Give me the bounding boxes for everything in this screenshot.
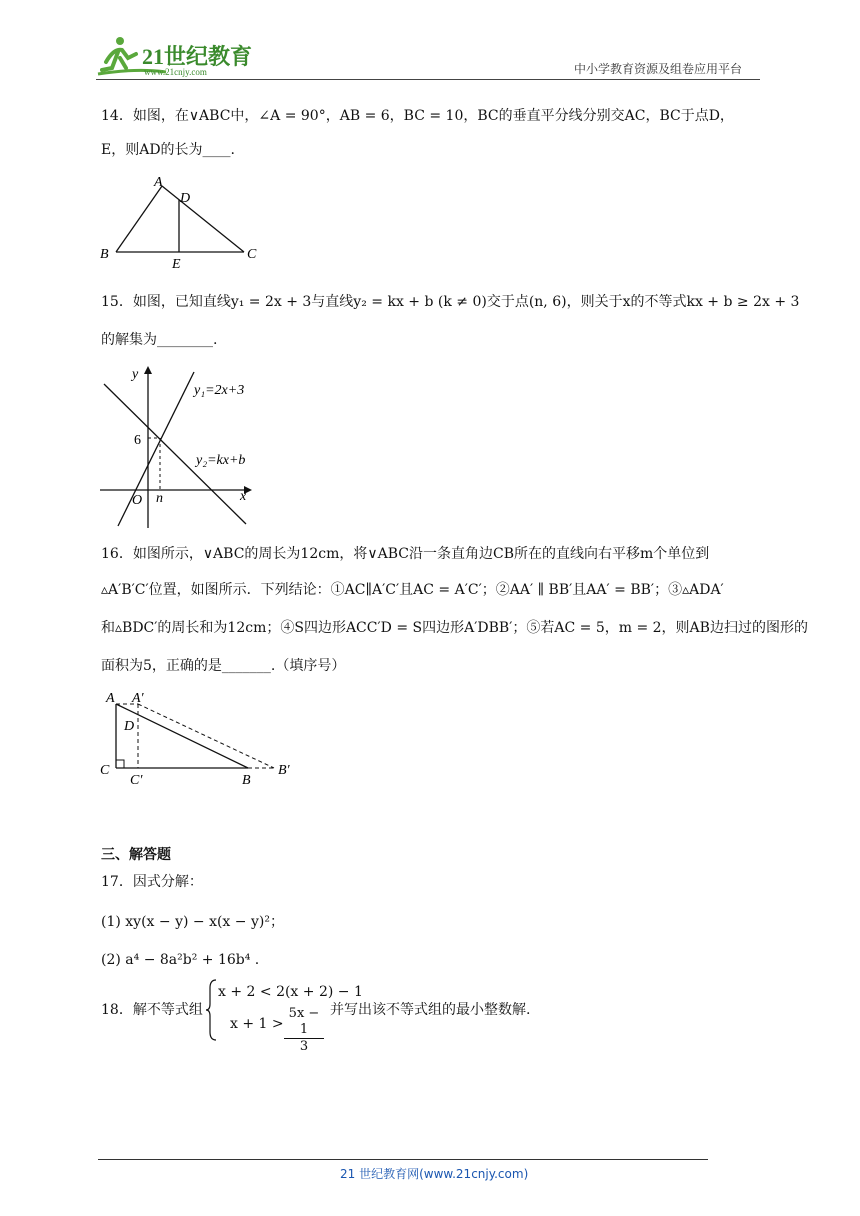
q16-label-B: B [242, 773, 251, 788]
q18-fraction [284, 1006, 324, 1055]
q14-label-C: C [247, 247, 257, 262]
q16-line2: ▵A′B′C′位置，如图所示．下列结论：①AC∥A′C′且AC = A′C′；②AA′ ∥ BB′且AA′ = BB′；③▵ADA′ [101, 582, 724, 598]
q14-line1: 14．如图，在∨ABC中，∠A = 90°，AB = 6，BC = 10，BC的垂直平分线分别交AC，BC于点D， [101, 108, 734, 124]
svg-text:www.21cnjy.com: www.21cnjy.com [144, 67, 207, 77]
footer-link[interactable]: 21 世纪教育网(www.21cnjy.com) [340, 1167, 529, 1181]
q14-label-E: E [172, 257, 181, 270]
q16-label-C: C [100, 763, 110, 778]
q15-line2: 的解集为________. [101, 332, 218, 348]
q18-inequality-1: x + 2 < 2(x + 2) − 1 [218, 984, 363, 1000]
q17-part1: (1) xy(x − y) − x(x − y)²； [101, 914, 284, 930]
svg-text:21世纪教育: 21世纪教育 [142, 44, 253, 69]
q16-label-B-prime: B′ [278, 763, 290, 778]
q18-suffix: 并写出该不等式组的最小整数解. [330, 1002, 531, 1018]
q16-label-A: A [106, 691, 115, 706]
q15-line2-label: y₂=kx+b [196, 453, 246, 468]
q16-line4: 面积为5，正确的是_______.（填序号） [101, 658, 346, 674]
q16-label-C-prime: C′ [130, 773, 143, 788]
header-divider [96, 79, 760, 80]
q14-line2: E，则AD的长为____. [101, 142, 236, 158]
q15-label-y: y [132, 367, 139, 382]
footer-divider [98, 1159, 708, 1160]
q16-label-D: D [124, 719, 135, 734]
q16-line3: 和▵BDC′的周长和为12cm；④S四边形ACC′D = S四边形A′DBB′；⑤若AC = 5，m = 2，则AB边扫过的图形的 [101, 620, 808, 636]
q16-label-A-prime: A′ [132, 691, 144, 706]
platform-name: 中小学教育资源及组卷应用平台 [574, 62, 743, 76]
q17-part2: (2) a⁴ − 8a²b² + 16b⁴ . [101, 952, 260, 968]
q14-triangle-figure [96, 170, 266, 270]
site-logo [96, 34, 256, 78]
q15-graph-figure [96, 364, 266, 534]
q15-label-x: x [240, 489, 247, 504]
q18-prefix: 18．解不等式组 [101, 1002, 203, 1018]
q15-label-n: n [156, 491, 163, 506]
q14-label-D: D [180, 191, 191, 206]
q15-label-O: O [132, 493, 143, 508]
q16-line1: 16．如图所示，∨ABC的周长为12cm，将∨ABC沿一条直角边CB所在的直线向右平移m个单位到 [101, 546, 710, 562]
q18-inequality-2-left: x + 1 > [230, 1016, 284, 1032]
q17-title: 17．因式分解： [101, 874, 203, 890]
q18-fraction-numerator: 5x − 1 [284, 1006, 324, 1039]
section-title: 三、解答题 [101, 847, 171, 863]
q15-label-6: 6 [134, 433, 141, 448]
q16-translation-figure [96, 686, 306, 790]
q15-line1: 15．如图，已知直线y₁ = 2x + 3与直线y₂ = kx + b (k ≠ 0)交于点(n, 6)，则关于x的不等式kx + b ≥ 2x + 3 [101, 294, 800, 310]
q15-line1-label: y₁=2x+3 [194, 383, 245, 398]
q14-label-A: A [154, 175, 163, 190]
q14-label-B: B [100, 247, 109, 262]
q18-fraction-denominator: 3 [299, 1039, 309, 1054]
